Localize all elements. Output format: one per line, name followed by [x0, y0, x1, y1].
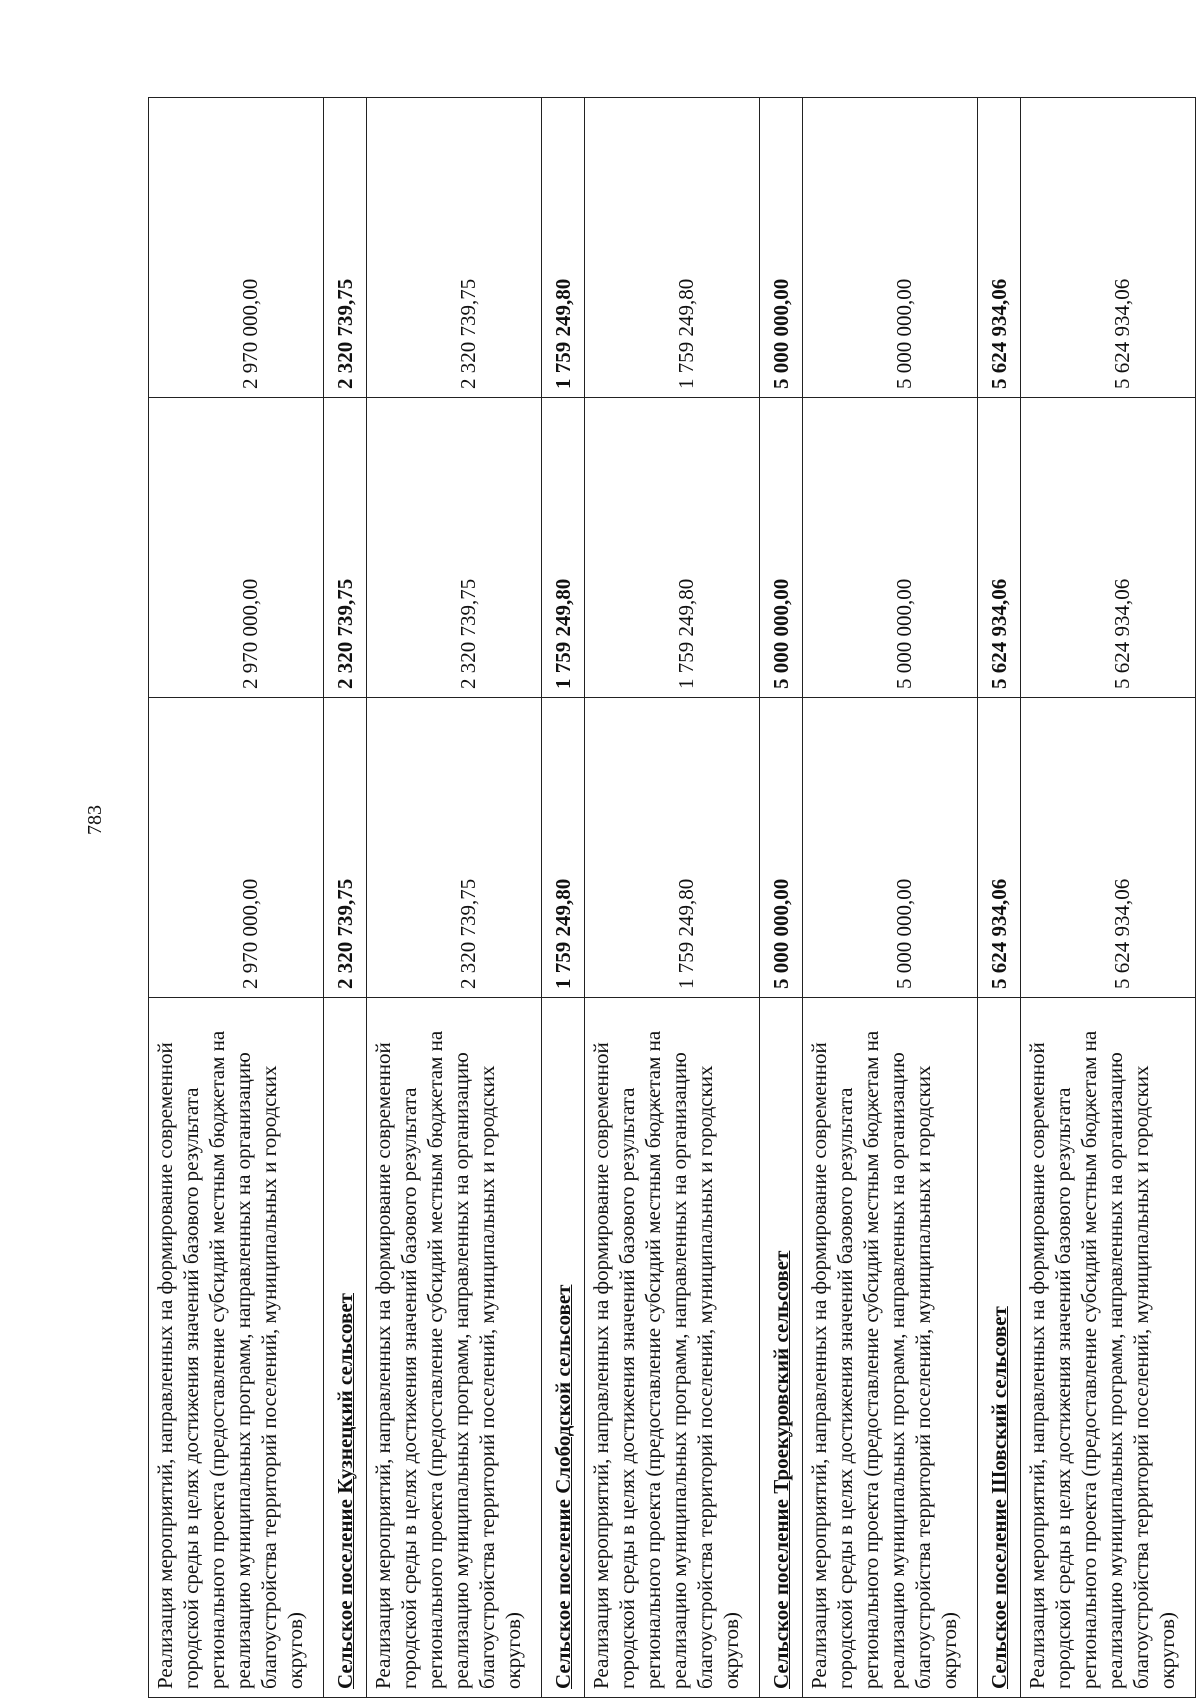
row-name-cell: Реализация мероприятий, направленных на формирование современной городской среды в целях достижения значений базового результата регионального проекта (предоставление субсидий местным бюджетам на реализацию муниципальных программ, направленных на организацию благоустройства территорий поселений, муниципальных и городских округов): [803, 998, 978, 1698]
row-name-cell: Сельское поселение Шовский сельсовет: [978, 998, 1021, 1698]
budget-table: [148, 97, 1196, 1698]
row-name-cell: Сельское поселение Слободской сельсовет: [542, 998, 585, 1698]
row-value-1-cell: 2 320 739,75: [367, 698, 542, 998]
table-row-activity: [367, 98, 542, 1698]
row-value-1-cell: 1 759 249,80: [542, 698, 585, 998]
row-value-1-cell: 5 000 000,00: [760, 698, 803, 998]
row-value-2-cell: 5 624 934,06: [978, 398, 1021, 698]
table-row-activity: [1021, 98, 1196, 1698]
row-value-1-cell: 5 000 000,00: [803, 698, 978, 998]
row-value-2-cell: 5 000 000,00: [803, 398, 978, 698]
rotated-page: [148, 98, 1179, 1698]
table-row-settlement: [324, 98, 367, 1698]
row-value-2-cell: 5 000 000,00: [760, 398, 803, 698]
row-name-cell: Реализация мероприятий, направленных на формирование современной городской среды в целях достижения значений базового результата регионального проекта (предоставление субсидий местным бюджетам на реализацию муниципальных программ, направленных на организацию благоустройства территорий поселений, муниципальных и городских округов): [149, 998, 324, 1698]
row-value-2-cell: 1 759 249,80: [542, 398, 585, 698]
table-row-activity: [149, 98, 324, 1698]
table-row-activity: [585, 98, 760, 1698]
row-name-cell: Реализация мероприятий, направленных на формирование современной городской среды в целях достижения значений базового результата регионального проекта (предоставление субсидий местным бюджетам на реализацию муниципальных программ, направленных на организацию благоустройства территорий поселений, муниципальных и городских округов): [367, 998, 542, 1698]
row-value-2-cell: 5 624 934,06: [1021, 398, 1196, 698]
row-value-3-cell: 1 759 249,80: [585, 98, 760, 398]
row-value-2-cell: 2 320 739,75: [367, 398, 542, 698]
row-value-3-cell: 2 320 739,75: [367, 98, 542, 398]
row-value-2-cell: 1 759 249,80: [585, 398, 760, 698]
row-value-3-cell: 2 970 000,00: [149, 98, 324, 398]
row-value-3-cell: 5 624 934,06: [978, 98, 1021, 398]
row-value-1-cell: 2 970 000,00: [149, 698, 324, 998]
row-value-3-cell: 5 624 934,06: [1021, 98, 1196, 398]
row-value-3-cell: 5 000 000,00: [803, 98, 978, 398]
table-row-settlement: [542, 98, 585, 1698]
budget-table-body: [149, 98, 1196, 1698]
row-value-2-cell: 2 970 000,00: [149, 398, 324, 698]
page-number: 783: [84, 805, 106, 835]
row-value-1-cell: 1 759 249,80: [585, 698, 760, 998]
row-value-2-cell: 2 320 739,75: [324, 398, 367, 698]
row-value-1-cell: 5 624 934,06: [1021, 698, 1196, 998]
row-value-3-cell: 2 320 739,75: [324, 98, 367, 398]
row-name-cell: Сельское поселение Троекуровский сельсовет: [760, 998, 803, 1698]
row-value-3-cell: 1 759 249,80: [542, 98, 585, 398]
row-name-cell: Реализация мероприятий, направленных на формирование современной городской среды в целях достижения значений базового результата регионального проекта (предоставление субсидий местным бюджетам на реализацию муниципальных программ, направленных на организацию благоустройства территорий поселений, муниципальных и городских округов): [585, 998, 760, 1698]
table-row-activity: [803, 98, 978, 1698]
row-name-cell: Сельское поселение Кузнецкий сельсовет: [324, 998, 367, 1698]
row-value-1-cell: 5 624 934,06: [978, 698, 1021, 998]
row-name-cell: Реализация мероприятий, направленных на формирование современной городской среды в целях достижения значений базового результата регионального проекта (предоставление субсидий местным бюджетам на реализацию муниципальных программ, направленных на организацию благоустройства территорий поселений, муниципальных и городских округов): [1021, 998, 1196, 1698]
row-value-3-cell: 5 000 000,00: [760, 98, 803, 398]
table-row-settlement: [760, 98, 803, 1698]
table-row-settlement: [978, 98, 1021, 1698]
row-value-1-cell: 2 320 739,75: [324, 698, 367, 998]
